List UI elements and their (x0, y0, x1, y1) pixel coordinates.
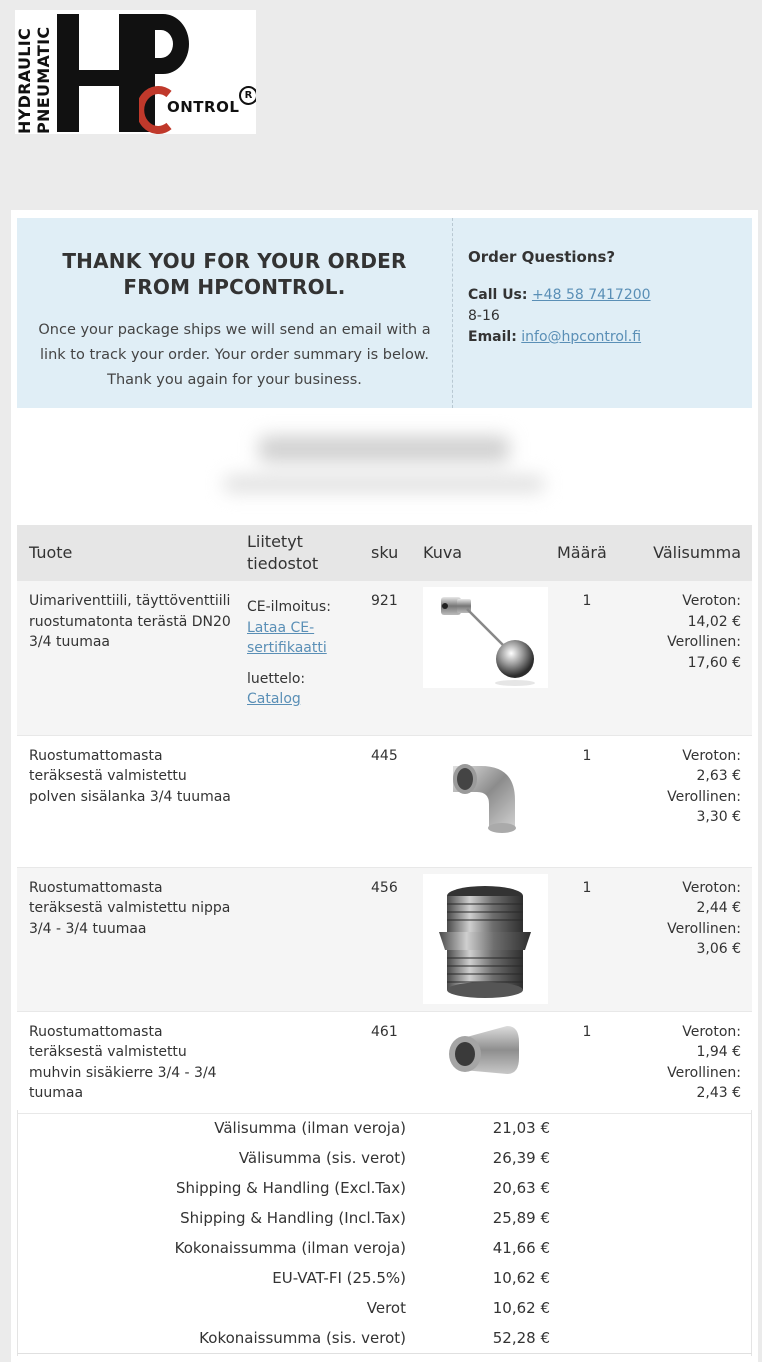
total-label: Shipping & Handling (Incl.Tax) (180, 1209, 406, 1227)
total-value: 21,03 € (492, 1119, 550, 1137)
total-row (17, 1293, 752, 1323)
net-label: Veroton: (682, 879, 741, 896)
total-label: Välisumma (sis. verot) (238, 1149, 406, 1167)
header-files: Liitetyt tiedostot (235, 525, 359, 581)
total-value: 10,62 € (492, 1269, 550, 1287)
total-row (17, 1173, 752, 1203)
elbow-fitting-icon (423, 742, 548, 842)
thank-you-message (17, 218, 453, 408)
total-row (17, 1113, 752, 1143)
ce-certificate-link[interactable]: Lataa CE-sertifikaatti (247, 619, 327, 656)
gross-price: 2,43 € (696, 1085, 741, 1101)
float-valve-icon (423, 587, 548, 688)
order-questions (468, 248, 748, 348)
product-name: Ruostumattomasta teräksestä valmistettu nippa 3/4 - 3/4 tuumaa (17, 867, 235, 1011)
product-sku: 461 (359, 1011, 411, 1113)
table-row (17, 1011, 752, 1113)
total-value: 41,66 € (492, 1239, 550, 1257)
attached-files (235, 735, 359, 867)
socket-fitting-icon (423, 1018, 548, 1088)
logo-hydraulic-text: HYDRAULIC (15, 27, 34, 134)
total-label: Välisumma (ilman veroja) (214, 1119, 406, 1137)
blurred-content (211, 430, 556, 510)
product-qty: 1 (557, 867, 617, 1011)
file-label: CE-ilmoitus: (247, 599, 331, 615)
thank-you-title: THANK YOU FOR YOUR ORDER FROM HPCONTROL. (62, 249, 407, 299)
net-price: 2,63 € (696, 768, 741, 784)
hex-nipple-icon (423, 874, 548, 1004)
email-label: Email: (468, 329, 517, 345)
net-price: 1,94 € (696, 1044, 741, 1060)
product-sku: 921 (359, 581, 411, 735)
logo-control-text: ONTROL (167, 98, 240, 116)
gross-label: Verollinen: (667, 634, 741, 650)
product-subtotal (617, 867, 752, 1011)
product-qty: 1 (557, 1011, 617, 1113)
header-qty: Määrä (557, 525, 617, 581)
product-name: Ruostumattomasta teräksestä valmistettu polven sisälanka 3/4 tuumaa (17, 735, 235, 867)
order-email-panel (11, 210, 758, 1362)
file-group (247, 669, 359, 710)
logo-pneumatic-text: PNEUMATIC (34, 26, 53, 134)
attached-files (235, 581, 359, 735)
call-us-row (468, 285, 748, 306)
order-questions-title: Order Questions? (468, 248, 616, 266)
thank-you-box (17, 218, 752, 408)
gross-price: 3,06 € (696, 941, 741, 957)
net-price: 14,02 € (687, 613, 741, 630)
table-header-row (17, 525, 752, 581)
total-value: 10,62 € (492, 1299, 550, 1317)
total-label: Kokonaissumma (ilman veroja) (174, 1239, 406, 1257)
product-image-cell (411, 867, 557, 1011)
file-group (247, 597, 359, 659)
total-row (17, 1143, 752, 1173)
table-row (17, 581, 752, 735)
registered-mark: R (239, 86, 256, 105)
total-label: Kokonaissumma (sis. verot) (17, 1323, 412, 1354)
gross-label: Verollinen: (667, 1064, 741, 1081)
total-value: 26,39 € (492, 1149, 550, 1167)
product-qty: 1 (557, 581, 617, 735)
product-image-cell (411, 581, 557, 735)
attached-files (235, 867, 359, 1011)
call-us-label: Call Us: (468, 287, 528, 303)
attached-files (235, 1011, 359, 1113)
table-row (17, 867, 752, 1011)
product-sku: 456 (359, 867, 411, 1011)
hpcontrol-logo (15, 10, 256, 134)
catalog-link[interactable]: Catalog (247, 691, 301, 707)
gross-price: 3,30 € (696, 809, 741, 825)
net-label: Veroton: (682, 593, 741, 609)
thank-you-text: Once your package ships we will send an email with a link to track your order. Your order summary is below. Thank you again for your business. (38, 322, 431, 388)
product-subtotal (617, 735, 752, 867)
total-value: 52,28 € (412, 1323, 556, 1354)
total-label: Verot (366, 1299, 406, 1317)
total-row (17, 1263, 752, 1293)
logo-h-left (57, 14, 79, 132)
product-name: Ruostumattomasta teräksestä valmistettu muhvin sisäkierre 3/4 - 3/4 tuumaa (17, 1011, 235, 1113)
product-qty: 1 (557, 735, 617, 867)
email-row (468, 327, 748, 348)
product-subtotal (617, 1011, 752, 1113)
gross-price: 17,60 € (687, 654, 741, 671)
order-totals (17, 1113, 752, 1354)
total-row (17, 1233, 752, 1263)
total-row (17, 1203, 752, 1233)
product-sku: 445 (359, 735, 411, 867)
phone-link[interactable]: +48 58 7417200 (531, 287, 651, 303)
grand-total-row (17, 1323, 752, 1354)
product-image-cell (411, 1011, 557, 1113)
product-subtotal (617, 581, 752, 735)
net-label: Veroton: (682, 1023, 741, 1040)
total-value: 25,89 € (492, 1209, 550, 1227)
total-label: Shipping & Handling (Excl.Tax) (175, 1179, 406, 1197)
total-label: EU-VAT-FI (25.5%) (272, 1269, 406, 1287)
file-label: luettelo: (247, 670, 306, 687)
header-sku: sku (359, 525, 411, 581)
total-value: 20,63 € (492, 1179, 550, 1197)
gross-label: Verollinen: (667, 920, 741, 937)
header-image: Kuva (411, 525, 557, 581)
gross-label: Verollinen: (667, 788, 741, 805)
net-label: Veroton: (682, 747, 741, 764)
product-image-cell (411, 735, 557, 867)
net-price: 2,44 € (696, 900, 741, 916)
opening-hours: 8-16 (468, 308, 500, 324)
email-link[interactable]: info@hpcontrol.fi (521, 329, 642, 345)
order-items-table (17, 525, 752, 1114)
header-subtotal: Välisumma (617, 525, 752, 581)
table-row (17, 735, 752, 867)
header-product: Tuote (17, 525, 235, 581)
product-name: Uimariventtiili, täyttöventtiili ruostumatonta terästä DN20 3/4 tuumaa (17, 581, 235, 735)
